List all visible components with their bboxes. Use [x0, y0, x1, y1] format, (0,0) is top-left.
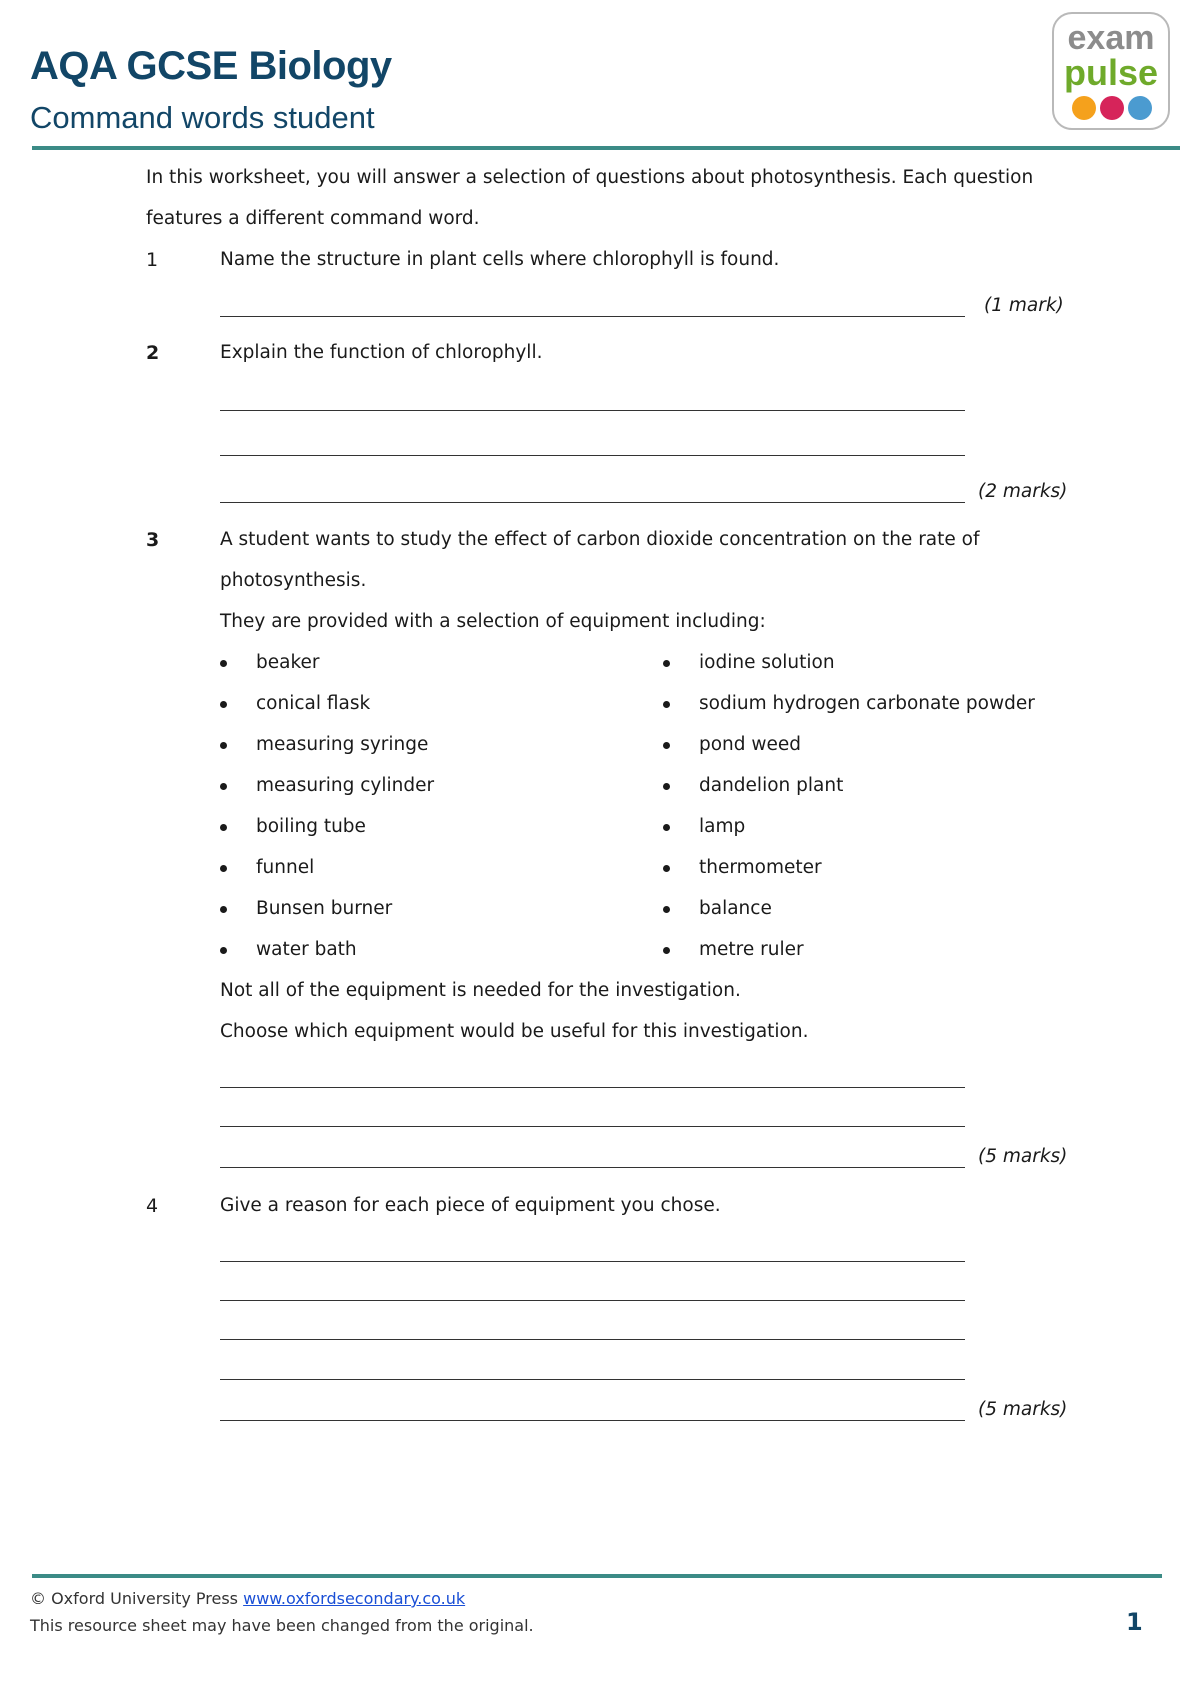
bullet-icon: [220, 742, 227, 749]
footer-divider: [32, 1574, 1162, 1578]
question-2-marks: (2 marks): [978, 481, 1068, 502]
question-4-marks: (5 marks): [978, 1399, 1068, 1420]
bullet-icon: [663, 824, 670, 831]
logo-text-exam: exam: [1067, 19, 1155, 57]
question-4-text: Give a reason for each piece of equipment you chose.: [220, 1195, 721, 1216]
exampulse-logo: [1052, 12, 1170, 130]
answer-line-q4-2[interactable]: [220, 1300, 965, 1301]
answer-line-q3-3[interactable]: [220, 1167, 965, 1168]
answer-line-q2-1[interactable]: [220, 410, 965, 411]
question-3-text-line-1: A student wants to study the effect of carbon dioxide concentration on the rate of: [220, 529, 980, 550]
question-3-note-1: Not all of the equipment is needed for the investigation.: [220, 980, 741, 1001]
equipment-label: boiling tube: [256, 816, 366, 837]
answer-line-q3-2[interactable]: [220, 1126, 965, 1127]
copyright-text: © Oxford University Press: [30, 1589, 239, 1608]
equipment-label: Bunsen burner: [256, 898, 393, 919]
footer-copyright: [30, 1589, 465, 1609]
answer-line-q4-3[interactable]: [220, 1339, 965, 1340]
equipment-label: balance: [699, 898, 772, 919]
logo-text-pulse: pulse: [1063, 52, 1159, 93]
bullet-icon: [663, 783, 670, 790]
answer-line-q2-3[interactable]: [220, 502, 965, 503]
header-divider: [32, 146, 1180, 150]
answer-line-q4-5[interactable]: [220, 1420, 965, 1421]
answer-line-q4-1[interactable]: [220, 1261, 965, 1262]
logo-dot-orange: [1072, 96, 1096, 120]
question-1-text: Name the structure in plant cells where chlorophyll is found.: [220, 249, 780, 270]
equipment-label: sodium hydrogen carbonate powder: [699, 693, 1035, 714]
bullet-icon: [663, 865, 670, 872]
bullet-icon: [220, 783, 227, 790]
bullet-icon: [663, 660, 670, 667]
logo-dot-red: [1100, 96, 1124, 120]
equipment-label: measuring cylinder: [256, 775, 435, 796]
bullet-icon: [220, 701, 227, 708]
footer-note: This resource sheet may have been changed from the original.: [30, 1616, 534, 1635]
equipment-label: pond weed: [699, 734, 802, 755]
bullet-icon: [663, 906, 670, 913]
answer-line-q1-1[interactable]: [220, 316, 965, 317]
answer-line-q3-1[interactable]: [220, 1087, 965, 1088]
intro-line-1: In this worksheet, you will answer a selection of questions about photosynthesis. Each question: [146, 167, 1034, 188]
question-3-text-line-2: photosynthesis.: [220, 570, 367, 591]
question-4-number: 4: [146, 1195, 159, 1217]
bullet-icon: [220, 660, 227, 667]
equipment-label: lamp: [699, 816, 746, 837]
question-2-text: Explain the function of chlorophyll.: [220, 342, 543, 363]
answer-line-q4-4[interactable]: [220, 1379, 965, 1380]
bullet-icon: [220, 824, 227, 831]
page-number: 1: [1126, 1608, 1143, 1636]
bullet-icon: [220, 947, 227, 954]
question-1-marks: (1 mark): [984, 295, 1064, 316]
question-3-number: 3: [146, 529, 160, 551]
page-subtitle: Command words student: [30, 100, 375, 135]
logo-dot-blue: [1128, 96, 1152, 120]
equipment-label: water bath: [256, 939, 357, 960]
bullet-icon: [220, 865, 227, 872]
equipment-label: dandelion plant: [699, 775, 844, 796]
answer-line-q2-2[interactable]: [220, 455, 965, 456]
equipment-label: measuring syringe: [256, 734, 429, 755]
bullet-icon: [663, 742, 670, 749]
question-3-marks: (5 marks): [978, 1146, 1068, 1167]
equipment-label: conical flask: [256, 693, 371, 714]
question-3-provided: They are provided with a selection of equipment including:: [220, 611, 766, 632]
bullet-icon: [220, 906, 227, 913]
bullet-icon: [663, 947, 670, 954]
equipment-label: thermometer: [699, 857, 822, 878]
question-1-number: 1: [146, 249, 159, 271]
equipment-label: metre ruler: [699, 939, 804, 960]
page-title: AQA GCSE Biology: [30, 44, 392, 88]
equipment-label: funnel: [256, 857, 315, 878]
equipment-label: beaker: [256, 652, 320, 673]
bullet-icon: [663, 701, 670, 708]
intro-line-2: features a different command word.: [146, 208, 480, 229]
question-2-number: 2: [146, 342, 160, 364]
equipment-label: iodine solution: [699, 652, 835, 673]
publisher-link[interactable]: www.oxfordsecondary.co.uk: [243, 1589, 466, 1608]
question-3-note-2: Choose which equipment would be useful for this investigation.: [220, 1021, 809, 1042]
